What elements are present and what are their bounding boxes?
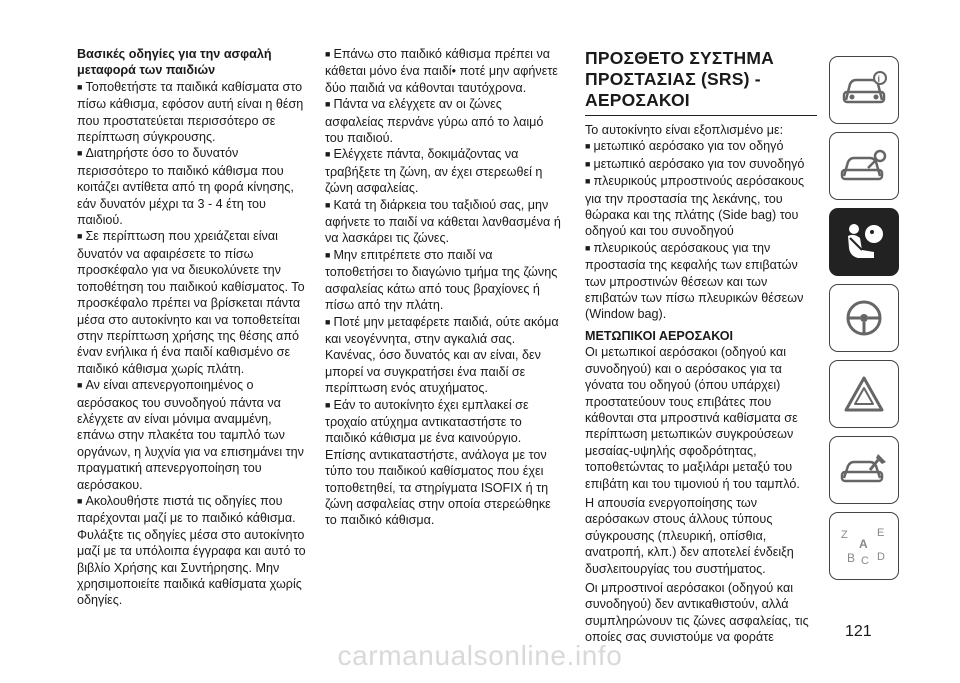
bullet-paragraph: ■ Μην επιτρέπετε στο παιδί να τοποθετήσει το διαγώνιο τμήμα της ζώνης ασφαλείας κάτω από τους βραχίονες ή πίσω από την πλάτη.	[325, 247, 561, 314]
intro-text: Το αυτοκίνητο είναι εξοπλισμένο με:	[585, 123, 784, 137]
car-key-icon	[840, 146, 888, 186]
chapter-title: ΠΡΟΣΘΕΤΟ ΣΥΣΤΗΜΑ ΠΡΟΣΤΑΣΙΑΣ (SRS) - ΑΕΡΟΣΑΚΟΙ	[585, 48, 774, 110]
bullet-paragraph: ■ Εάν το αυτοκίνητο έχει εμπλακεί σε τροχαίο ατύχημα αντικαταστήστε το παιδικό κάθισμα με ένα καινούργιο. Επίσης αντικαταστήστε, ανάλογα με τον τύπο του παιδικού καθίσματος που έχει τοποθετηθεί, τα στηρίγματα ISOFIX ή τη ζώνη ασφαλείας στην οποία στερεώθηκε το παιδικό κάθισμα.	[325, 397, 561, 529]
paragraph: Οι μετωπικοί αερόσακοι (οδηγού και συνοδηγού) και ο αερόσακος για τα γόνατα του οδηγού (όπου υπάρχει) προστατεύουν τους επιβάτες που κάθονται στα μπροστινά καθίσματα σε περίπτωση μετωπικών συγκρούσεων μεσαίας-υψηλής σφοδρότητας, τοποθετώντας το μαξιλάρι μεταξύ του επιβάτη και του τιμονιού ή του ταμπλό.	[585, 345, 800, 491]
page-number: 121	[845, 623, 872, 640]
bullet-paragraph: ■ Ακολουθήστε πιστά τις οδηγίες που παρέχονται μαζί με το παιδικό κάθισμα. Φυλάξτε τις οδηγίες μέσα στο αυτοκίνητο μαζί με τα υπόλοιπα έγγραφα και αυτό το βιβλίο Χρήσης και Συντήρησης. Μην χρησιμοποιείτε παιδικά καθίσματα χωρίς οδηγίες.	[77, 493, 307, 609]
car-dashboard-icon	[840, 70, 888, 110]
bullet-paragraph: ■ Τοποθετήστε τα παιδικά καθίσματα στο πίσω κάθισμα, εφόσον αυτή είναι η θέση που προστατεύεται περισσότερο σε περίπτωση σύγκρουσης.	[77, 79, 307, 146]
bullet-paragraph: ■ Ελέγχετε πάντα, δοκιμάζοντας να τραβήξετε τη ζώνη, αν έχει στερεωθεί η ζώνη ασφαλείας.	[325, 146, 561, 196]
airbag-seatbelt-icon	[840, 220, 888, 264]
column-1	[77, 46, 307, 609]
title-rule	[585, 115, 817, 116]
car-service-icon	[840, 450, 888, 490]
tab-vehicle-knowledge[interactable]	[829, 132, 899, 200]
section-heading: Βασικές οδηγίες για την ασφαλή μεταφορά των παιδιών	[77, 47, 272, 78]
index-letter: E	[877, 527, 885, 539]
list-item: ■ μετωπικό αερόσακο για τον συνοδηγό	[585, 156, 821, 173]
list-item: ■ πλευρικούς μπροστινούς αερόσακους για την προστασία της λεκάνης, του θώρακα και της πλάτης (Side bag) του οδηγού και του συνοδηγού	[585, 173, 821, 240]
bullet-paragraph: ■ Ποτέ μην μεταφέρετε παιδιά, ούτε ακόμα και νεογέννητα, στην αγκαλιά σας. Κανένας, όσο δυνατός και αν είναι, δεν μπορεί να συγκρατήσει ένα παιδί σε περίπτωση ενός ατυχήματος.	[325, 314, 561, 397]
tab-driving[interactable]	[829, 284, 899, 352]
bullet-paragraph: ■ Αν είναι απενεργοποιημένος ο αερόσακος του συνοδηγού πάντα να ελέγχετε αν είναι μόνιμα αναμμένη, επάνω στην πλακέτα του ταμπλό των οργάνων, η λυχνία για να επισημάνει την πραγματική απενεργοποίηση του αερόσακου.	[77, 377, 307, 493]
bullet-paragraph: ■ Κατά τη διάρκεια του ταξιδιού σας, μην αφήνετε το παιδί να κάθεται λανθασμένα ή να λασκάρει τις ζώνες.	[325, 197, 561, 247]
bullet-paragraph: ■ Επάνω στο παιδικό κάθισμα πρέπει να κάθεται μόνο ένα παιδί• ποτέ μην αφήνετε δύο παιδιά να κάθονται ταυτόχρονα.	[325, 46, 561, 96]
index-letter: A	[859, 537, 868, 551]
bullet-paragraph: ■ Σε περίπτωση που χρειάζεται είναι δυνατόν να αφαιρέσετε το πίσω προσκέφαλο για να διευκολύνετε την τοποθέτηση του παιδικού καθίσματος. Το προσκέφαλο πρέπει να βρίσκεται πάντα μέσα στο αυτοκίνητο και να τοποθετείται στην περίπτωση χρήσης της θέσης από έναν ενήλικα ή ένα παιδί καθισμένο σε παιδικό κάθισμα χωρίς πλάτη.	[77, 228, 307, 377]
tab-dashboard[interactable]	[829, 56, 899, 124]
tab-safety[interactable]	[829, 208, 899, 276]
tab-maintenance[interactable]	[829, 436, 899, 504]
chapter-tabs	[829, 56, 899, 588]
svg-text:i: i	[877, 74, 881, 84]
index-letter: D	[877, 551, 885, 563]
warning-triangle-icon	[842, 374, 886, 414]
alphabetical-index-icon	[837, 524, 891, 568]
index-letter: Z	[841, 529, 848, 541]
index-letter: B	[847, 551, 856, 565]
list-item: ■ πλευρικούς αερόσακους για την προστασία της κεφαλής των επιβατών των μπροστινών θέσεων και των επιβατών των πίσω πλευρικών θέσεων (Window bag).	[585, 240, 821, 323]
subheading: ΜΕΤΩΠΙΚΟΙ ΑΕΡΟΣΑΚΟΙ	[585, 328, 734, 343]
list-item: ■ μετωπικό αερόσακο για τον οδηγό	[585, 138, 821, 155]
column-3	[585, 44, 821, 646]
watermark: carmanualsonline.info	[337, 640, 623, 671]
tab-emergency[interactable]	[829, 360, 899, 428]
steering-wheel-icon	[842, 296, 886, 340]
index-letter: C	[861, 555, 869, 567]
paragraph: Η απουσία ενεργοποίησης των αερόσακων στους άλλους τύπους σύγκρουσης (πλευρική, οπίσθια, ανατροπή, κλπ.) δεν αποτελεί ένδειξη δυσλειτουργίας του συστήματος.	[585, 495, 794, 576]
bullet-paragraph: ■ Διατηρήστε όσο το δυνατόν περισσότερο το παιδικό κάθισμα που κοιτάζει αντίθετα από τη φορά κίνησης, εάν δυνατόν μέχρι τα 3 - 4 έτη του παιδιού.	[77, 145, 307, 228]
tab-index[interactable]	[829, 512, 899, 580]
paragraph: Οι μπροστινοί αερόσακοι (οδηγού και συνοδηγού) δεν αντικαθιστούν, αλλά συμπληρώνουν τις ζώνες ασφαλείας, τις οποίες σας συνιστούμε να φοράτε	[585, 580, 809, 645]
bullet-paragraph: ■ Πάντα να ελέγχετε αν οι ζώνες ασφαλείας περνάνε γύρω από το λαιμό του παιδιού.	[325, 96, 561, 146]
column-2	[325, 46, 561, 529]
